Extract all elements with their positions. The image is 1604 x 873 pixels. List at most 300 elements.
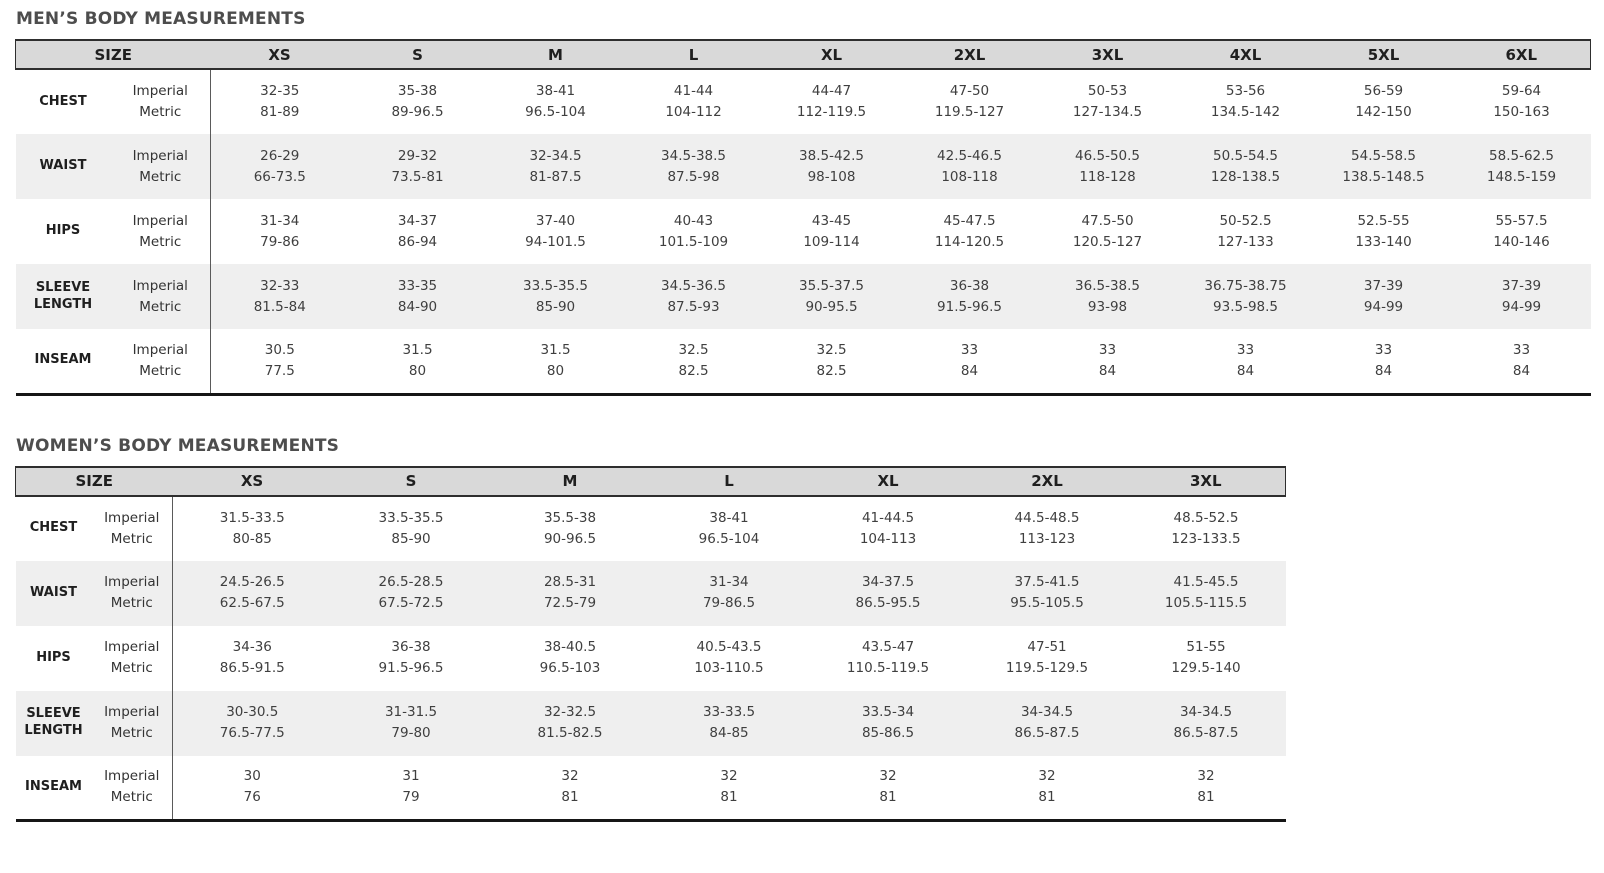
cell-waist-6xl — [1453, 134, 1591, 199]
unit-labels-cell — [111, 199, 211, 264]
size-header-m: M — [487, 40, 625, 69]
imperial-value: 36-38 — [391, 639, 431, 655]
cell-hips-l — [650, 626, 809, 691]
metric-value: 81.5-82.5 — [537, 725, 603, 741]
imperial-value: 33.5-35.5 — [523, 277, 589, 294]
cell-waist-5xl — [1315, 134, 1453, 199]
imperial-value: 33 — [1512, 341, 1531, 358]
unit-labels-cell — [92, 561, 173, 626]
cell-hips-3xl — [1039, 199, 1177, 264]
imperial-value: 48.5-52.5 — [1173, 509, 1239, 526]
imperial-value: 50-53 — [1087, 83, 1128, 99]
imperial-value: 26.5-28.5 — [378, 574, 444, 590]
imperial-value: 26-29 — [260, 147, 300, 164]
measurement-row-sleeve-length — [16, 264, 1591, 329]
unit-label-metric: Metric — [139, 362, 182, 379]
measurement-row-chest — [16, 496, 1286, 561]
imperial-value: 34-34.5 — [1179, 704, 1233, 720]
unit-labels-cell — [92, 626, 173, 691]
metric-value: 84 — [1236, 362, 1255, 379]
metric-value: 96.5-103 — [539, 660, 601, 676]
row-label-hips: HIPS — [36, 649, 71, 665]
metric-value: 127-133 — [1217, 233, 1274, 250]
imperial-value: 31.5-33.5 — [219, 509, 285, 526]
size-header-2xl: 2XL — [901, 40, 1039, 69]
size-header-xs: XS — [211, 40, 349, 69]
metric-value: 140-146 — [1493, 233, 1550, 250]
imperial-value: 53-56 — [1225, 83, 1266, 99]
measurement-row-hips — [16, 626, 1286, 691]
measurement-row-sleeve-length — [16, 691, 1286, 756]
metric-value: 86.5-91.5 — [219, 660, 285, 676]
cell-chest-3xl — [1127, 496, 1286, 561]
cell-waist-3xl — [1127, 561, 1286, 626]
imperial-value: 50-52.5 — [1219, 212, 1272, 229]
metric-value: 120.5-127 — [1072, 233, 1143, 250]
cell-chest-l — [625, 69, 763, 134]
metric-value: 142-150 — [1355, 104, 1412, 120]
metric-value: 81 — [720, 789, 738, 806]
imperial-value: 37-39 — [1501, 277, 1542, 294]
metric-value: 72.5-79 — [543, 595, 597, 611]
unit-labels-cell — [92, 496, 173, 561]
metric-value: 86.5-87.5 — [1173, 725, 1239, 741]
imperial-value: 37-39 — [1363, 277, 1404, 294]
cell-inseam-xs — [173, 756, 332, 821]
cell-inseam-s — [332, 756, 491, 821]
cell-inseam-xl — [763, 329, 901, 394]
imperial-value: 42.5-46.5 — [937, 147, 1003, 164]
cell-sleeve-length-xl — [809, 691, 968, 756]
imperial-value: 32.5 — [678, 341, 709, 358]
metric-value: 90-95.5 — [805, 298, 858, 315]
unit-label-imperial: Imperial — [104, 704, 160, 720]
cell-waist-m — [487, 134, 625, 199]
metric-value: 95.5-105.5 — [1010, 595, 1084, 611]
cell-chest-6xl — [1453, 69, 1591, 134]
cell-sleeve-length-xl — [763, 264, 901, 329]
cell-waist-s — [349, 134, 487, 199]
cell-inseam-2xl — [968, 756, 1127, 821]
imperial-value: 37-40 — [535, 212, 576, 229]
imperial-value: 51-55 — [1186, 639, 1226, 655]
metric-value: 84 — [1098, 362, 1117, 379]
metric-value: 82.5 — [816, 362, 847, 379]
imperial-value: 33-33.5 — [702, 704, 756, 720]
cell-sleeve-length-2xl — [901, 264, 1039, 329]
imperial-value: 45-47.5 — [943, 212, 996, 229]
row-label-chest: CHEST — [39, 93, 87, 109]
imperial-value: 34.5-38.5 — [661, 147, 727, 164]
unit-label-imperial: Imperial — [104, 574, 160, 590]
cell-hips-3xl — [1127, 626, 1286, 691]
unit-label-metric: Metric — [110, 530, 153, 547]
size-header-6xl: 6XL — [1453, 40, 1591, 69]
imperial-value: 34-37 — [397, 212, 438, 229]
cell-waist-xl — [809, 561, 968, 626]
metric-value: 86.5-95.5 — [855, 595, 921, 611]
imperial-value: 31.5 — [402, 341, 433, 358]
cell-waist-s — [332, 561, 491, 626]
cell-chest-m — [487, 69, 625, 134]
imperial-value: 30-30.5 — [226, 704, 279, 720]
cell-hips-6xl — [1453, 199, 1591, 264]
unit-label-imperial: Imperial — [104, 509, 160, 526]
metric-value: 80 — [546, 362, 565, 379]
size-header-xl: XL — [809, 467, 968, 496]
cell-sleeve-length-2xl — [968, 691, 1127, 756]
cell-sleeve-length-3xl — [1039, 264, 1177, 329]
metric-value: 66-73.5 — [253, 168, 306, 185]
cell-hips-m — [491, 626, 650, 691]
cell-chest-xl — [809, 496, 968, 561]
cell-chest-2xl — [968, 496, 1127, 561]
unit-label-metric: Metric — [110, 725, 153, 741]
imperial-value: 32 — [879, 768, 897, 785]
cell-sleeve-length-4xl — [1177, 264, 1315, 329]
imperial-value: 33.5-35.5 — [378, 509, 444, 526]
cell-hips-m — [487, 199, 625, 264]
metric-value: 87.5-93 — [667, 298, 720, 315]
cell-chest-xl — [763, 69, 901, 134]
cell-chest-xs — [173, 496, 332, 561]
imperial-value: 35.5-38 — [543, 509, 597, 526]
unit-labels-cell — [92, 691, 173, 756]
metric-value: 150-163 — [1493, 104, 1550, 120]
imperial-value: 31.5 — [540, 341, 571, 358]
size-header-s: S — [332, 467, 491, 496]
metric-value: 113-123 — [1018, 530, 1076, 547]
imperial-value: 41.5-45.5 — [1173, 574, 1239, 590]
cell-waist-xs — [211, 134, 349, 199]
metric-value: 138.5-148.5 — [1342, 168, 1425, 185]
metric-value: 94-99 — [1363, 298, 1404, 315]
size-header-row — [16, 40, 1591, 69]
metric-value: 85-90 — [535, 298, 576, 315]
mens-size-table — [15, 39, 1591, 396]
metric-value: 81-89 — [260, 104, 300, 120]
cell-sleeve-length-l — [650, 691, 809, 756]
metric-value: 86.5-87.5 — [1014, 725, 1080, 741]
size-header-2xl: 2XL — [968, 467, 1127, 496]
imperial-value: 47.5-50 — [1081, 212, 1134, 229]
imperial-value: 41-44.5 — [861, 509, 915, 526]
cell-sleeve-length-m — [491, 691, 650, 756]
unit-label-metric: Metric — [139, 233, 182, 250]
cell-inseam-3xl — [1127, 756, 1286, 821]
metric-value: 76.5-77.5 — [219, 725, 285, 741]
metric-value: 73.5-81 — [391, 168, 444, 185]
imperial-value: 30.5 — [264, 341, 295, 358]
metric-value: 62.5-67.5 — [219, 595, 285, 611]
metric-value: 133-140 — [1355, 233, 1412, 250]
size-header-xl: XL — [763, 40, 901, 69]
cell-sleeve-length-6xl — [1453, 264, 1591, 329]
unit-label-metric: Metric — [110, 789, 153, 806]
cell-waist-4xl — [1177, 134, 1315, 199]
measurement-row-waist — [16, 561, 1286, 626]
imperial-value: 31-34 — [709, 574, 749, 590]
metric-value: 114-120.5 — [934, 233, 1005, 250]
size-header-row — [16, 467, 1286, 496]
cell-inseam-xl — [809, 756, 968, 821]
cell-chest-s — [332, 496, 491, 561]
size-header-4xl: 4XL — [1177, 40, 1315, 69]
womens-table-title: WOMEN’S BODY MEASUREMENTS — [16, 435, 340, 456]
imperial-value: 37.5-41.5 — [1014, 574, 1080, 590]
cell-inseam-s — [349, 329, 487, 394]
cell-inseam-xs — [211, 329, 349, 394]
imperial-value: 40-43 — [673, 212, 714, 229]
cell-chest-3xl — [1039, 69, 1177, 134]
imperial-value: 32 — [561, 768, 579, 785]
unit-label-metric: Metric — [139, 298, 182, 315]
metric-value: 93.5-98.5 — [1213, 298, 1279, 315]
imperial-value: 44-47 — [811, 83, 852, 99]
metric-value: 91.5-96.5 — [378, 660, 444, 676]
row-label-waist: WAIST — [30, 584, 77, 600]
metric-value: 109-114 — [803, 233, 860, 250]
size-header-l: L — [650, 467, 809, 496]
unit-label-metric: Metric — [139, 168, 182, 185]
metric-value: 80 — [408, 362, 427, 379]
cell-sleeve-length-s — [349, 264, 487, 329]
cell-inseam-6xl — [1453, 329, 1591, 394]
cell-sleeve-length-xs — [211, 264, 349, 329]
cell-waist-3xl — [1039, 134, 1177, 199]
row-label-hips: HIPS — [45, 223, 81, 239]
imperial-value: 30 — [243, 768, 261, 785]
cell-sleeve-length-5xl — [1315, 264, 1453, 329]
imperial-value: 33 — [960, 341, 979, 358]
imperial-value: 36.5-38.5 — [1075, 277, 1141, 294]
cell-hips-s — [332, 626, 491, 691]
measurement-row-waist — [16, 134, 1591, 199]
metric-value: 81-87.5 — [529, 168, 582, 185]
cell-chest-4xl — [1177, 69, 1315, 134]
cell-chest-m — [491, 496, 650, 561]
cell-inseam-m — [487, 329, 625, 394]
imperial-value: 34-36 — [232, 639, 272, 655]
unit-labels-cell — [111, 69, 211, 134]
cell-inseam-5xl — [1315, 329, 1453, 394]
metric-value: 84 — [960, 362, 979, 379]
size-header-l: L — [625, 40, 763, 69]
metric-value: 129.5-140 — [1171, 660, 1241, 676]
row-label-inseam: INSEAM — [16, 756, 92, 821]
size-header-3xl: 3XL — [1127, 467, 1286, 496]
size-column-header: SIZE — [16, 40, 211, 69]
imperial-value: 44.5-48.5 — [1014, 509, 1080, 526]
metric-value: 85-90 — [391, 530, 431, 547]
cell-inseam-l — [650, 756, 809, 821]
cell-sleeve-length-m — [487, 264, 625, 329]
metric-value: 79-86 — [260, 233, 300, 250]
imperial-value: 34.5-36.5 — [661, 277, 727, 294]
cell-hips-l — [625, 199, 763, 264]
cell-chest-xs — [211, 69, 349, 134]
metric-value: 67.5-72.5 — [378, 595, 444, 611]
unit-label-imperial: Imperial — [132, 212, 188, 229]
metric-value: 101.5-109 — [658, 233, 729, 250]
metric-value: 119.5-129.5 — [1005, 660, 1089, 676]
metric-value: 79-86.5 — [702, 595, 756, 611]
metric-value: 94-99 — [1501, 298, 1542, 315]
metric-value: 84-90 — [397, 298, 438, 315]
metric-value: 81 — [879, 789, 897, 806]
imperial-value: 40.5-43.5 — [696, 639, 762, 655]
imperial-value: 55-57.5 — [1495, 212, 1548, 229]
metric-value: 108-118 — [941, 168, 998, 185]
unit-labels-cell — [111, 134, 211, 199]
imperial-value: 32.5 — [816, 341, 847, 358]
cell-hips-xl — [809, 626, 968, 691]
cell-inseam-4xl — [1177, 329, 1315, 394]
imperial-value: 32 — [1197, 768, 1215, 785]
imperial-value: 54.5-58.5 — [1351, 147, 1417, 164]
size-header-5xl: 5XL — [1315, 40, 1453, 69]
imperial-value: 47-50 — [949, 83, 990, 99]
unit-label-metric: Metric — [110, 595, 153, 611]
measurement-row-inseam — [16, 329, 1591, 394]
row-label-chest: CHEST — [29, 520, 78, 536]
imperial-value: 28.5-31 — [543, 574, 597, 590]
unit-labels-cell — [111, 329, 211, 394]
unit-label-imperial: Imperial — [132, 147, 188, 164]
metric-value: 103-110.5 — [694, 660, 764, 676]
imperial-value: 58.5-62.5 — [1489, 147, 1555, 164]
imperial-value: 33 — [1236, 341, 1255, 358]
mens-measurements-section — [15, 9, 1590, 396]
imperial-value: 52.5-55 — [1357, 212, 1410, 229]
metric-value: 79 — [402, 789, 420, 806]
cell-waist-2xl — [901, 134, 1039, 199]
metric-value: 80-85 — [232, 530, 272, 547]
metric-value: 84 — [1374, 362, 1393, 379]
row-label-inseam: INSEAM — [16, 329, 111, 394]
cell-waist-xl — [763, 134, 901, 199]
metric-value: 85-86.5 — [861, 725, 915, 741]
cell-chest-l — [650, 496, 809, 561]
metric-value: 148.5-159 — [1486, 168, 1557, 185]
imperial-value: 43.5-47 — [861, 639, 915, 655]
row-label-waist: WAIST — [39, 158, 87, 174]
imperial-value: 35.5-37.5 — [799, 277, 865, 294]
metric-value: 96.5-104 — [525, 104, 586, 120]
size-header-3xl: 3XL — [1039, 40, 1177, 69]
imperial-value: 38.5-42.5 — [799, 147, 865, 164]
imperial-value: 32 — [720, 768, 738, 785]
measurement-row-inseam — [16, 756, 1286, 821]
imperial-value: 31 — [402, 768, 420, 785]
metric-value: 104-112 — [665, 104, 722, 120]
cell-hips-xl — [763, 199, 901, 264]
womens-size-table — [15, 466, 1286, 823]
metric-value: 93-98 — [1087, 298, 1128, 315]
unit-labels-cell — [92, 756, 173, 821]
metric-value: 104-113 — [859, 530, 917, 547]
metric-value: 82.5 — [678, 362, 709, 379]
cell-hips-5xl — [1315, 199, 1453, 264]
imperial-value: 33.5-34 — [861, 704, 915, 720]
cell-hips-xs — [173, 626, 332, 691]
unit-label-imperial: Imperial — [132, 83, 188, 99]
size-header-s: S — [349, 40, 487, 69]
imperial-value: 35-38 — [397, 83, 438, 99]
row-label-sleeve-length: SLEEVE LENGTH — [24, 706, 83, 738]
cell-waist-l — [625, 134, 763, 199]
metric-value: 110.5-119.5 — [846, 660, 930, 676]
imperial-value: 32-33 — [260, 277, 300, 294]
mens-table-title: MEN’S BODY MEASUREMENTS — [16, 9, 306, 29]
imperial-value: 41-44 — [673, 83, 714, 99]
size-header-xs: XS — [173, 467, 332, 496]
cell-hips-4xl — [1177, 199, 1315, 264]
imperial-value: 32-32.5 — [543, 704, 597, 720]
metric-value: 76 — [243, 789, 261, 806]
imperial-value: 38-41 — [535, 83, 576, 99]
cell-sleeve-length-l — [625, 264, 763, 329]
cell-waist-2xl — [968, 561, 1127, 626]
imperial-value: 33 — [1098, 341, 1117, 358]
metric-value: 105.5-115.5 — [1164, 595, 1248, 611]
imperial-value: 32-35 — [260, 83, 300, 99]
imperial-value: 29-32 — [397, 147, 438, 164]
cell-inseam-l — [625, 329, 763, 394]
cell-waist-m — [491, 561, 650, 626]
imperial-value: 38-41 — [709, 509, 749, 526]
metric-value: 123-133.5 — [1171, 530, 1241, 547]
imperial-value: 47-51 — [1027, 639, 1067, 655]
imperial-value: 50.5-54.5 — [1213, 147, 1279, 164]
row-label-sleeve-length: SLEEVE LENGTH — [33, 279, 93, 312]
imperial-value: 31-34 — [260, 212, 300, 229]
unit-label-imperial: Imperial — [104, 639, 160, 655]
imperial-value: 33-35 — [397, 277, 438, 294]
size-header-m: M — [491, 467, 650, 496]
unit-label-imperial: Imperial — [104, 768, 160, 785]
metric-value: 77.5 — [264, 362, 295, 379]
metric-value: 127-134.5 — [1072, 104, 1143, 120]
cell-hips-2xl — [968, 626, 1127, 691]
metric-value: 79-80 — [391, 725, 431, 741]
imperial-value: 24.5-26.5 — [219, 574, 285, 590]
cell-sleeve-length-s — [332, 691, 491, 756]
cell-hips-s — [349, 199, 487, 264]
measurement-row-hips — [16, 199, 1591, 264]
cell-chest-5xl — [1315, 69, 1453, 134]
cell-chest-2xl — [901, 69, 1039, 134]
imperial-value: 36.75-38.75 — [1204, 277, 1287, 294]
metric-value: 84-85 — [709, 725, 749, 741]
imperial-value: 34-37.5 — [861, 574, 915, 590]
cell-inseam-m — [491, 756, 650, 821]
metric-value: 84 — [1512, 362, 1531, 379]
metric-value: 90-96.5 — [543, 530, 597, 547]
metric-value: 81.5-84 — [253, 298, 306, 315]
cell-waist-xs — [173, 561, 332, 626]
metric-value: 81 — [561, 789, 579, 806]
metric-value: 86-94 — [397, 233, 438, 250]
metric-value: 89-96.5 — [391, 104, 444, 120]
cell-chest-s — [349, 69, 487, 134]
cell-inseam-3xl — [1039, 329, 1177, 394]
cell-waist-l — [650, 561, 809, 626]
metric-value: 87.5-98 — [667, 168, 720, 185]
imperial-value: 34-34.5 — [1020, 704, 1074, 720]
imperial-value: 32 — [1038, 768, 1056, 785]
measurement-row-chest — [16, 69, 1591, 134]
